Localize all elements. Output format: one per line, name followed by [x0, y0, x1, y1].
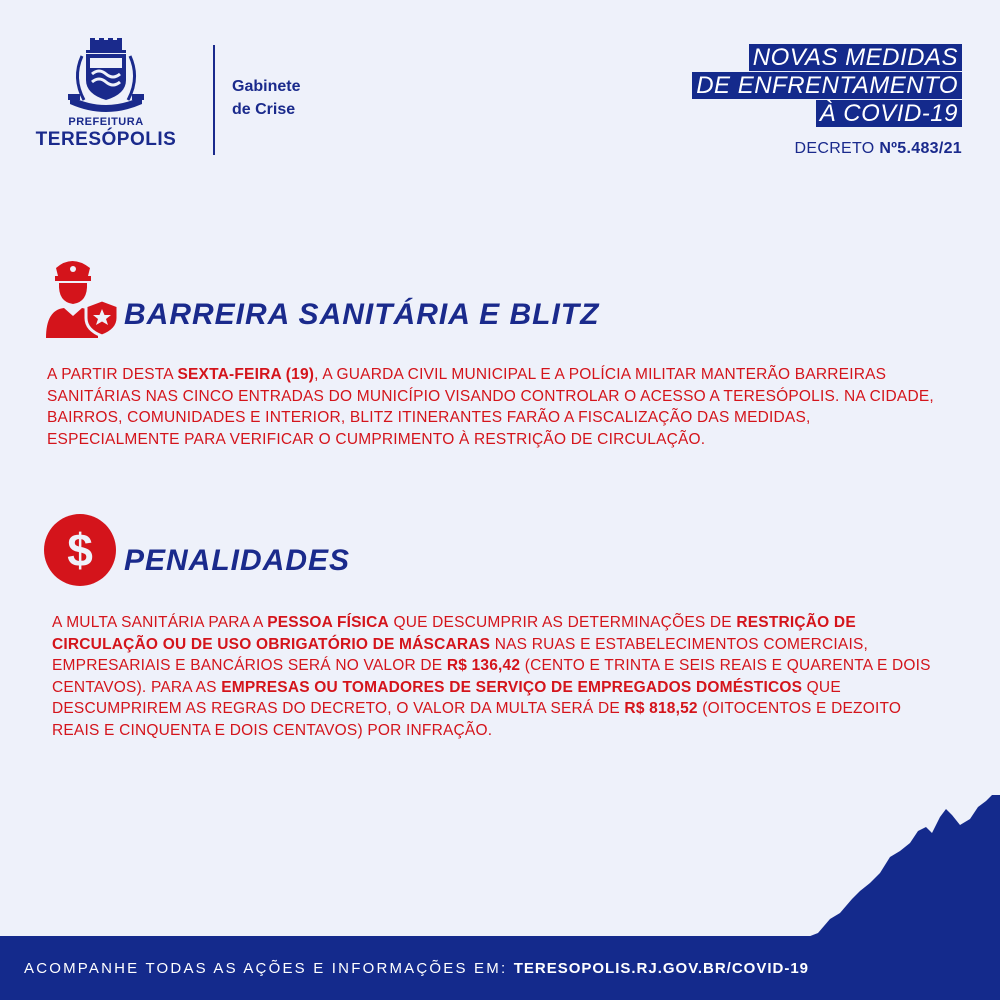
paragraph-highlight: SEXTA-FEIRA (19)	[177, 366, 315, 383]
logo-label-city: TERESÓPOLIS	[35, 129, 177, 150]
section-title-barreira: BARREIRA SANITÁRIA E BLITZ	[124, 298, 600, 331]
section-title-penalidades: PENALIDADES	[124, 544, 351, 577]
paragraph-highlight: PESSOA FÍSICA	[267, 614, 389, 631]
decree-number: Nº5.483/21	[879, 140, 962, 157]
headline-line-2: DE ENFRENTAMENTO	[692, 72, 962, 99]
footer-bar	[0, 936, 1000, 1000]
headline-line-1: NOVAS MEDIDAS	[749, 44, 962, 71]
headline-line-3: À COVID-19	[816, 100, 962, 127]
paragraph-text: NAS RUAS E ESTABELECIMENTOS COMERCIAIS, EMPRESARIAIS E BANCÁRIOS SERÁ NO VALOR DE	[52, 635, 869, 674]
header-divider	[213, 45, 215, 155]
department-line-1: Gabinete	[232, 78, 301, 95]
decree-prefix: DECRETO	[794, 140, 880, 157]
dollar-icon	[44, 514, 116, 586]
coat-of-arms-icon	[62, 38, 150, 114]
police-officer-icon	[42, 256, 120, 338]
paragraph-text: (CENTO E TRINTA E SEIS REAIS E QUARENTA E DOIS CENTAVOS). PARA AS	[52, 657, 931, 696]
paragraph-text: , A GUARDA CIVIL MUNICIPAL E A POLÍCIA MILITAR MANTERÃO BARREIRAS SANITÁRIAS NAS CINCO ENTRADAS DO MUNICÍPIO VISANDO CONTROLAR O ACESSO A TERESÓPOLIS. NA CIDADE, BAIRROS, COMUNIDADES E INTERIOR, BLITZ ITINERANTES FARÃO A FISCALIZAÇÃO DAS MEDIDAS, ESPECIALMENTE PARA VERIFICAR O CUMPRIMENTO À RESTRIÇÃO DE CIRCULAÇÃO.	[47, 366, 934, 448]
paragraph-highlight: EMPRESAS OU TOMADORES DE SERVIÇO DE EMPREGADOS DOMÉSTICOS	[221, 678, 803, 696]
paragraph-highlight: RESTRIÇÃO DE CIRCULAÇÃO OU DE USO OBRIGATÓRIO DE MÁSCARAS	[52, 614, 856, 653]
paragraph-highlight: R$ 136,42	[446, 657, 521, 674]
paragraph-text: (OITOCENTOS E DEZOITO REAIS E CINQUENTA E DOIS CENTAVOS) POR INFRAÇÃO.	[52, 700, 902, 739]
paragraph-text: A PARTIR DESTA	[47, 366, 178, 383]
paragraph-highlight: R$ 818,52	[624, 700, 698, 717]
footer-url-link[interactable]: TERESOPOLIS.RJ.GOV.BR/COVID-19	[513, 960, 810, 977]
section-paragraph-penalidades	[52, 612, 932, 741]
department-line-2: de Crise	[232, 101, 296, 118]
city-logo	[22, 38, 190, 158]
department-name	[232, 75, 300, 121]
decree-reference	[795, 140, 962, 158]
footer-text	[24, 960, 809, 977]
paragraph-text: QUE DESCUMPRIREM AS REGRAS DO DECRETO, O VALOR DA MULTA SERÁ DE	[52, 678, 841, 717]
footer-prefix: ACOMPANHE TODAS AS AÇÕES E INFORMAÇÕES EM:	[24, 960, 514, 977]
logo-label-prefeitura: PREFEITURA	[68, 116, 144, 128]
headline	[692, 44, 962, 128]
mountain-silhouette	[800, 795, 1000, 940]
section-paragraph-barreira	[47, 364, 947, 450]
paragraph-text: QUE DESCUMPRIR AS DETERMINAÇÕES DE	[388, 614, 737, 631]
svg-text:$: $	[67, 524, 93, 576]
paragraph-text: A MULTA SANITÁRIA PARA A	[52, 614, 268, 631]
